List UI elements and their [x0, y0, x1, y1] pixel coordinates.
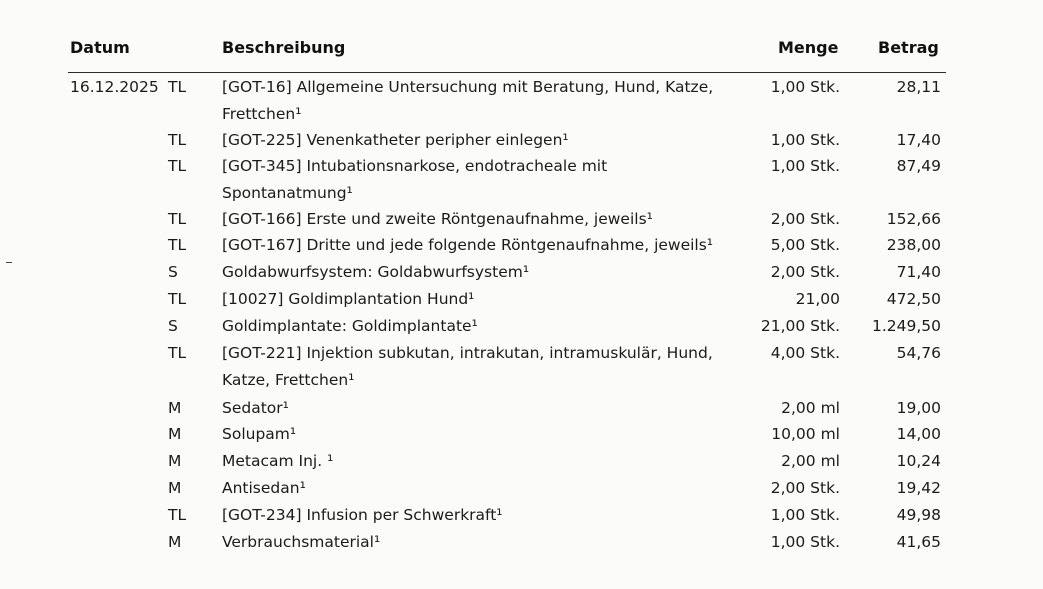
row-amount: 71,40	[896, 263, 941, 281]
row-quantity: 1,00 Stk.	[770, 78, 840, 96]
row-type: TL	[168, 131, 187, 149]
row-quantity: 1,00 Stk.	[770, 157, 840, 175]
header-datum: Datum	[70, 38, 130, 57]
row-amount: 41,65	[896, 533, 941, 551]
row-amount: 14,00	[896, 425, 941, 443]
row-amount: 19,00	[896, 399, 941, 417]
row-amount: 54,76	[896, 344, 941, 362]
row-description: [GOT-166] Erste und zweite Röntgenaufnahme, jeweils¹	[222, 210, 653, 228]
row-quantity: 4,00 Stk.	[770, 344, 840, 362]
row-amount: 17,40	[896, 131, 941, 149]
row-description: [GOT-234] Infusion per Schwerkraft¹	[222, 506, 503, 524]
row-description: [GOT-225] Venenkatheter peripher einlegen¹	[222, 131, 569, 149]
row-type: S	[168, 317, 178, 335]
row-description: Metacam Inj. ¹	[222, 452, 334, 470]
row-type: TL	[168, 78, 187, 96]
row-description: Solupam¹	[222, 425, 297, 443]
row-description: Goldabwurfsystem: Goldabwurfsystem¹	[222, 263, 530, 281]
row-amount: 152,66	[886, 210, 941, 228]
row-amount: 28,11	[896, 78, 941, 96]
row-type: M	[168, 479, 182, 497]
row-quantity: 1,00 Stk.	[770, 506, 840, 524]
row-amount: 87,49	[896, 157, 941, 175]
row-amount: 49,98	[896, 506, 941, 524]
row-description: [10027] Goldimplantation Hund¹	[222, 290, 475, 308]
row-description: Sedator¹	[222, 399, 289, 417]
row-quantity: 21,00	[795, 290, 840, 308]
row-quantity: 10,00 ml	[771, 425, 840, 443]
row-type: TL	[168, 236, 187, 254]
row-amount: 238,00	[886, 236, 941, 254]
row-amount: 19,42	[896, 479, 941, 497]
row-type: M	[168, 399, 182, 417]
header-menge: Menge	[778, 38, 839, 57]
row-type: S	[168, 263, 178, 281]
row-type: M	[168, 425, 182, 443]
header-divider	[68, 72, 946, 73]
row-quantity: 1,00 Stk.	[770, 533, 840, 551]
row-type: TL	[168, 210, 187, 228]
row-description: [GOT-221] Injektion subkutan, intrakutan, intramuskulär, Hund, Katze, Frettchen¹	[222, 344, 713, 389]
header-betrag: Betrag	[878, 38, 939, 57]
row-quantity: 21,00 Stk.	[760, 317, 840, 335]
row-type: TL	[168, 290, 187, 308]
row-description: [GOT-167] Dritte und jede folgende Röntgenaufnahme, jeweils¹	[222, 236, 714, 254]
row-quantity: 1,00 Stk.	[770, 131, 840, 149]
row-description: Goldimplantate: Goldimplantate¹	[222, 317, 478, 335]
row-type: TL	[168, 344, 187, 362]
row-type: M	[168, 533, 182, 551]
margin-mark	[6, 262, 12, 263]
row-description: [GOT-16] Allgemeine Untersuchung mit Beratung, Hund, Katze, Frettchen¹	[222, 78, 714, 123]
row-amount: 472,50	[886, 290, 941, 308]
row-description: [GOT-345] Intubationsnarkose, endotracheale mit Spontanatmung¹	[222, 157, 608, 202]
row-date: 16.12.2025	[70, 78, 159, 96]
row-type: M	[168, 452, 182, 470]
row-quantity: 5,00 Stk.	[770, 236, 840, 254]
row-quantity: 2,00 Stk.	[770, 479, 840, 497]
row-description: Antisedan¹	[222, 479, 306, 497]
row-quantity: 2,00 ml	[781, 399, 840, 417]
row-amount: 1.249,50	[871, 317, 941, 335]
header-beschreibung: Beschreibung	[222, 38, 346, 57]
row-description: Verbrauchsmaterial¹	[222, 533, 381, 551]
row-quantity: 2,00 ml	[781, 452, 840, 470]
row-quantity: 2,00 Stk.	[770, 263, 840, 281]
row-type: TL	[168, 157, 187, 175]
row-quantity: 2,00 Stk.	[770, 210, 840, 228]
row-amount: 10,24	[896, 452, 941, 470]
row-type: TL	[168, 506, 187, 524]
